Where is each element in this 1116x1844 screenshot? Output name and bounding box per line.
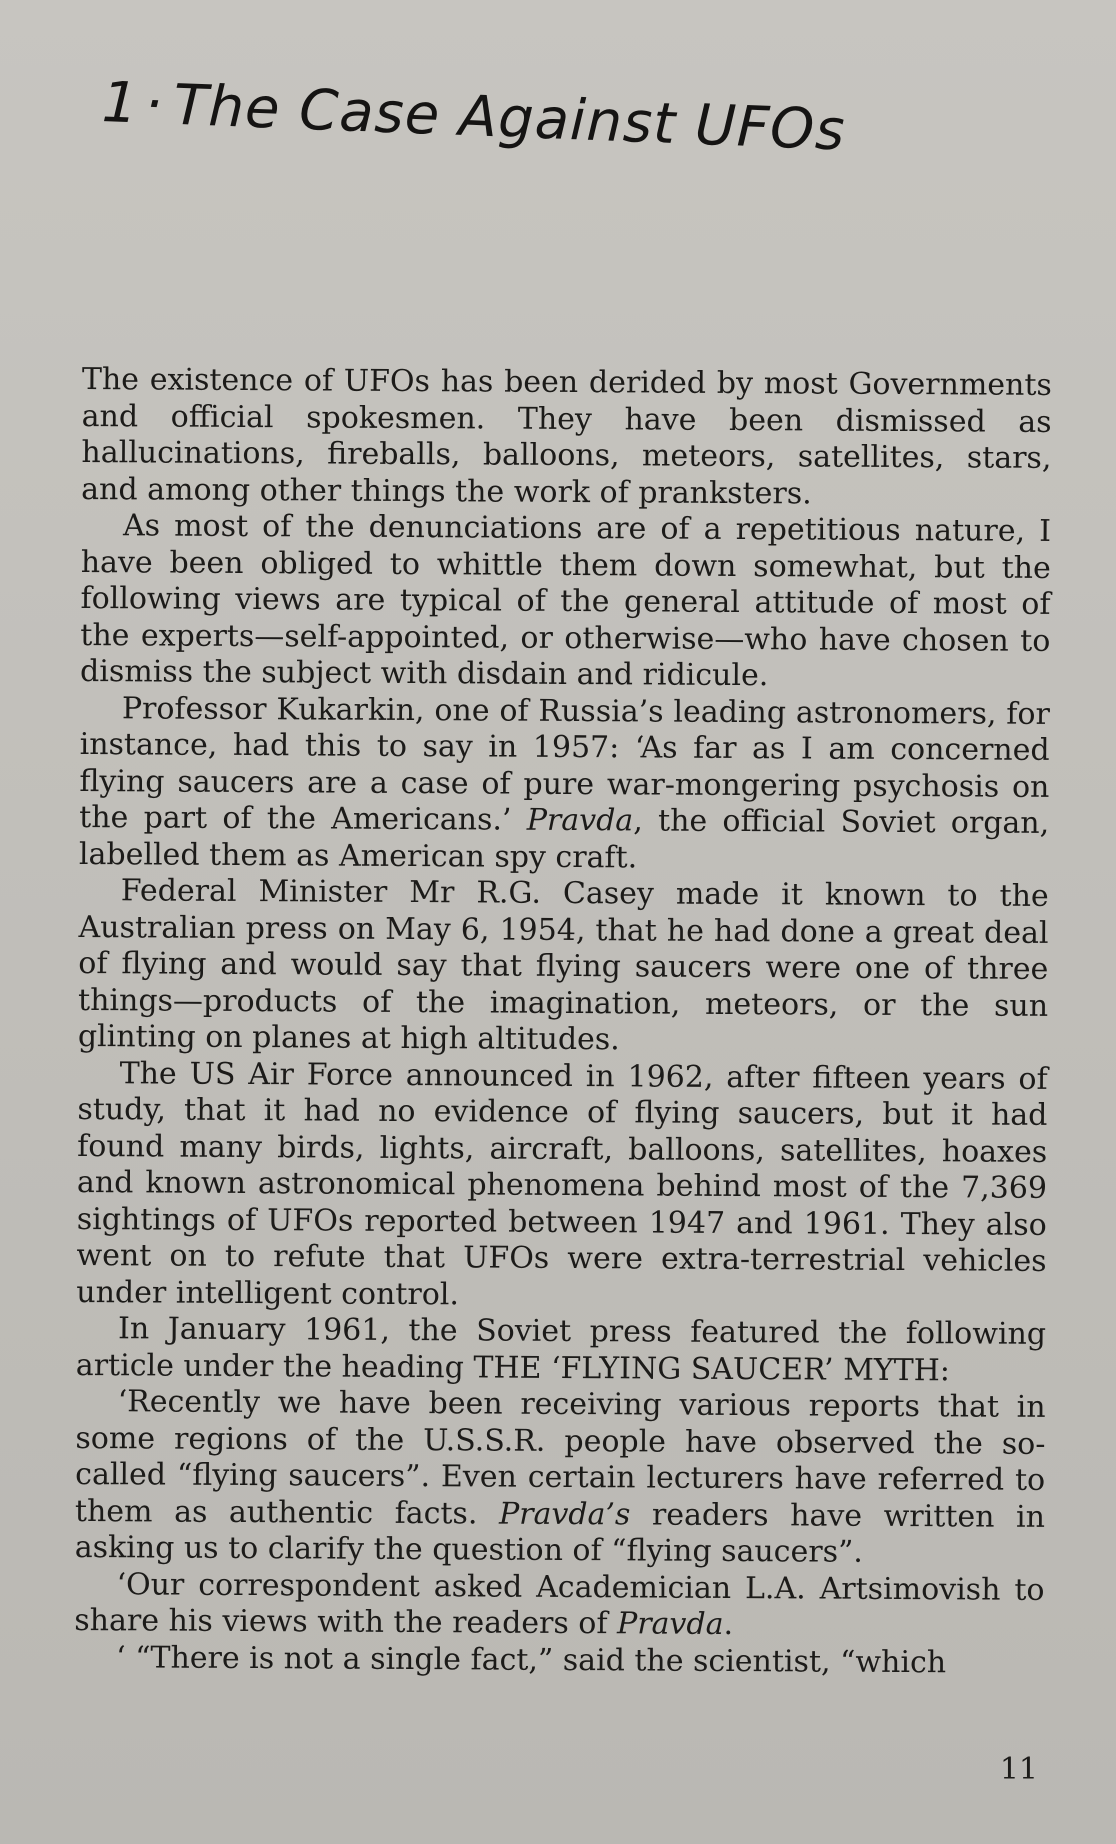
paragraph-2-text: As most of the denunciations are of a repetitious nature, I have been obliged to whittle them down somewhat, but the following views are typical of the general attitude of most of the experts—self-appointed, or otherwise—who have chosen to dismiss the subject with disdain and ridicule. [80, 508, 1052, 694]
body-text [74, 362, 1052, 1682]
paragraph-1-text: The existence of UFOs has been derided by most Governments and official spokesmen. They have been dismissed as hallucinations, fireballs, balloons, meteors, satellites, stars, and among other things the work of pranksters. [81, 362, 1052, 511]
paragraph-2 [80, 508, 1051, 696]
chapter-number: 1 [100, 70, 140, 137]
paragraph-4 [78, 873, 1049, 1061]
paragraph-1 [81, 362, 1052, 514]
paragraph-8-text-b: . [723, 1606, 734, 1643]
paragraph-7-text-b: readers have written in asking us to clarify the question of “flying saucers”. [74, 1496, 1046, 1570]
pravdas-italic: Pravda’s [498, 1496, 631, 1532]
pravda-italic-2: Pravda [616, 1606, 724, 1642]
paragraph-9 [74, 1639, 1044, 1681]
paragraph-6-text: In January 1961, the Soviet press featured the following article under the heading THE ‘FLYING SAUCER’ MYTH: [75, 1311, 1047, 1388]
paragraph-5 [76, 1055, 1048, 1316]
page-number: 11 [999, 1752, 1038, 1787]
paragraph-7-text-a: ‘Recently we have been receiving various reports that in some regions of the U.S.S.R. people have observed the so-called “flying saucers”. Even certain lecturers have referred to them as authentic facts. [74, 1384, 1046, 1532]
chapter-separator: · [143, 71, 165, 138]
paragraph-8-text-a: ‘Our correspondent asked Academician L.A. Artsimovish to share his views with the readers of [74, 1566, 1045, 1642]
paragraph-6 [76, 1311, 1046, 1390]
paragraph-3 [79, 690, 1050, 878]
paragraph-5-text: The US Air Force announced in 1962, after fifteen years of study, that it had no evidence of flying saucers, but it had found many birds, lights, aircraft, balloons, satellites, hoaxes and known astronomical phenomena behind most of the 7,369 sightings of UFOs reported between 1947 and 1961. They also went on to refute that UFOs were extra-terrestrial vehicles under intelligent control. [76, 1055, 1048, 1312]
paragraph-9-text: ‘ “There is not a single fact,” said the scientist, “which [115, 1639, 947, 1680]
paragraph-4-text: Federal Minister Mr R.G. Casey made it known to the Australian press on May 6, 1954, that he had done a great deal of flying and would say that flying saucers were one of three things—products of the imagination, meteors, or the sun glinting on planes at high altitudes. [77, 873, 1049, 1058]
paragraph-7 [75, 1384, 1046, 1572]
paragraph-3-text-b: , the official Soviet organ, labelled them as American spy craft. [78, 803, 1050, 875]
chapter-title [101, 70, 847, 164]
pravda-italic: Pravda [526, 802, 634, 839]
chapter-title-text: The Case Against UFOs [172, 72, 847, 164]
paragraph-3-text-a: Professor Kukarkin, one of Russia’s leading astronomers, for instance, had this to say in 1957: ‘As far as I am concerned flying saucers are a case of pure war-mongering psychosis on the part of the Americans.’ [79, 690, 1050, 838]
paragraph-8 [74, 1566, 1044, 1645]
